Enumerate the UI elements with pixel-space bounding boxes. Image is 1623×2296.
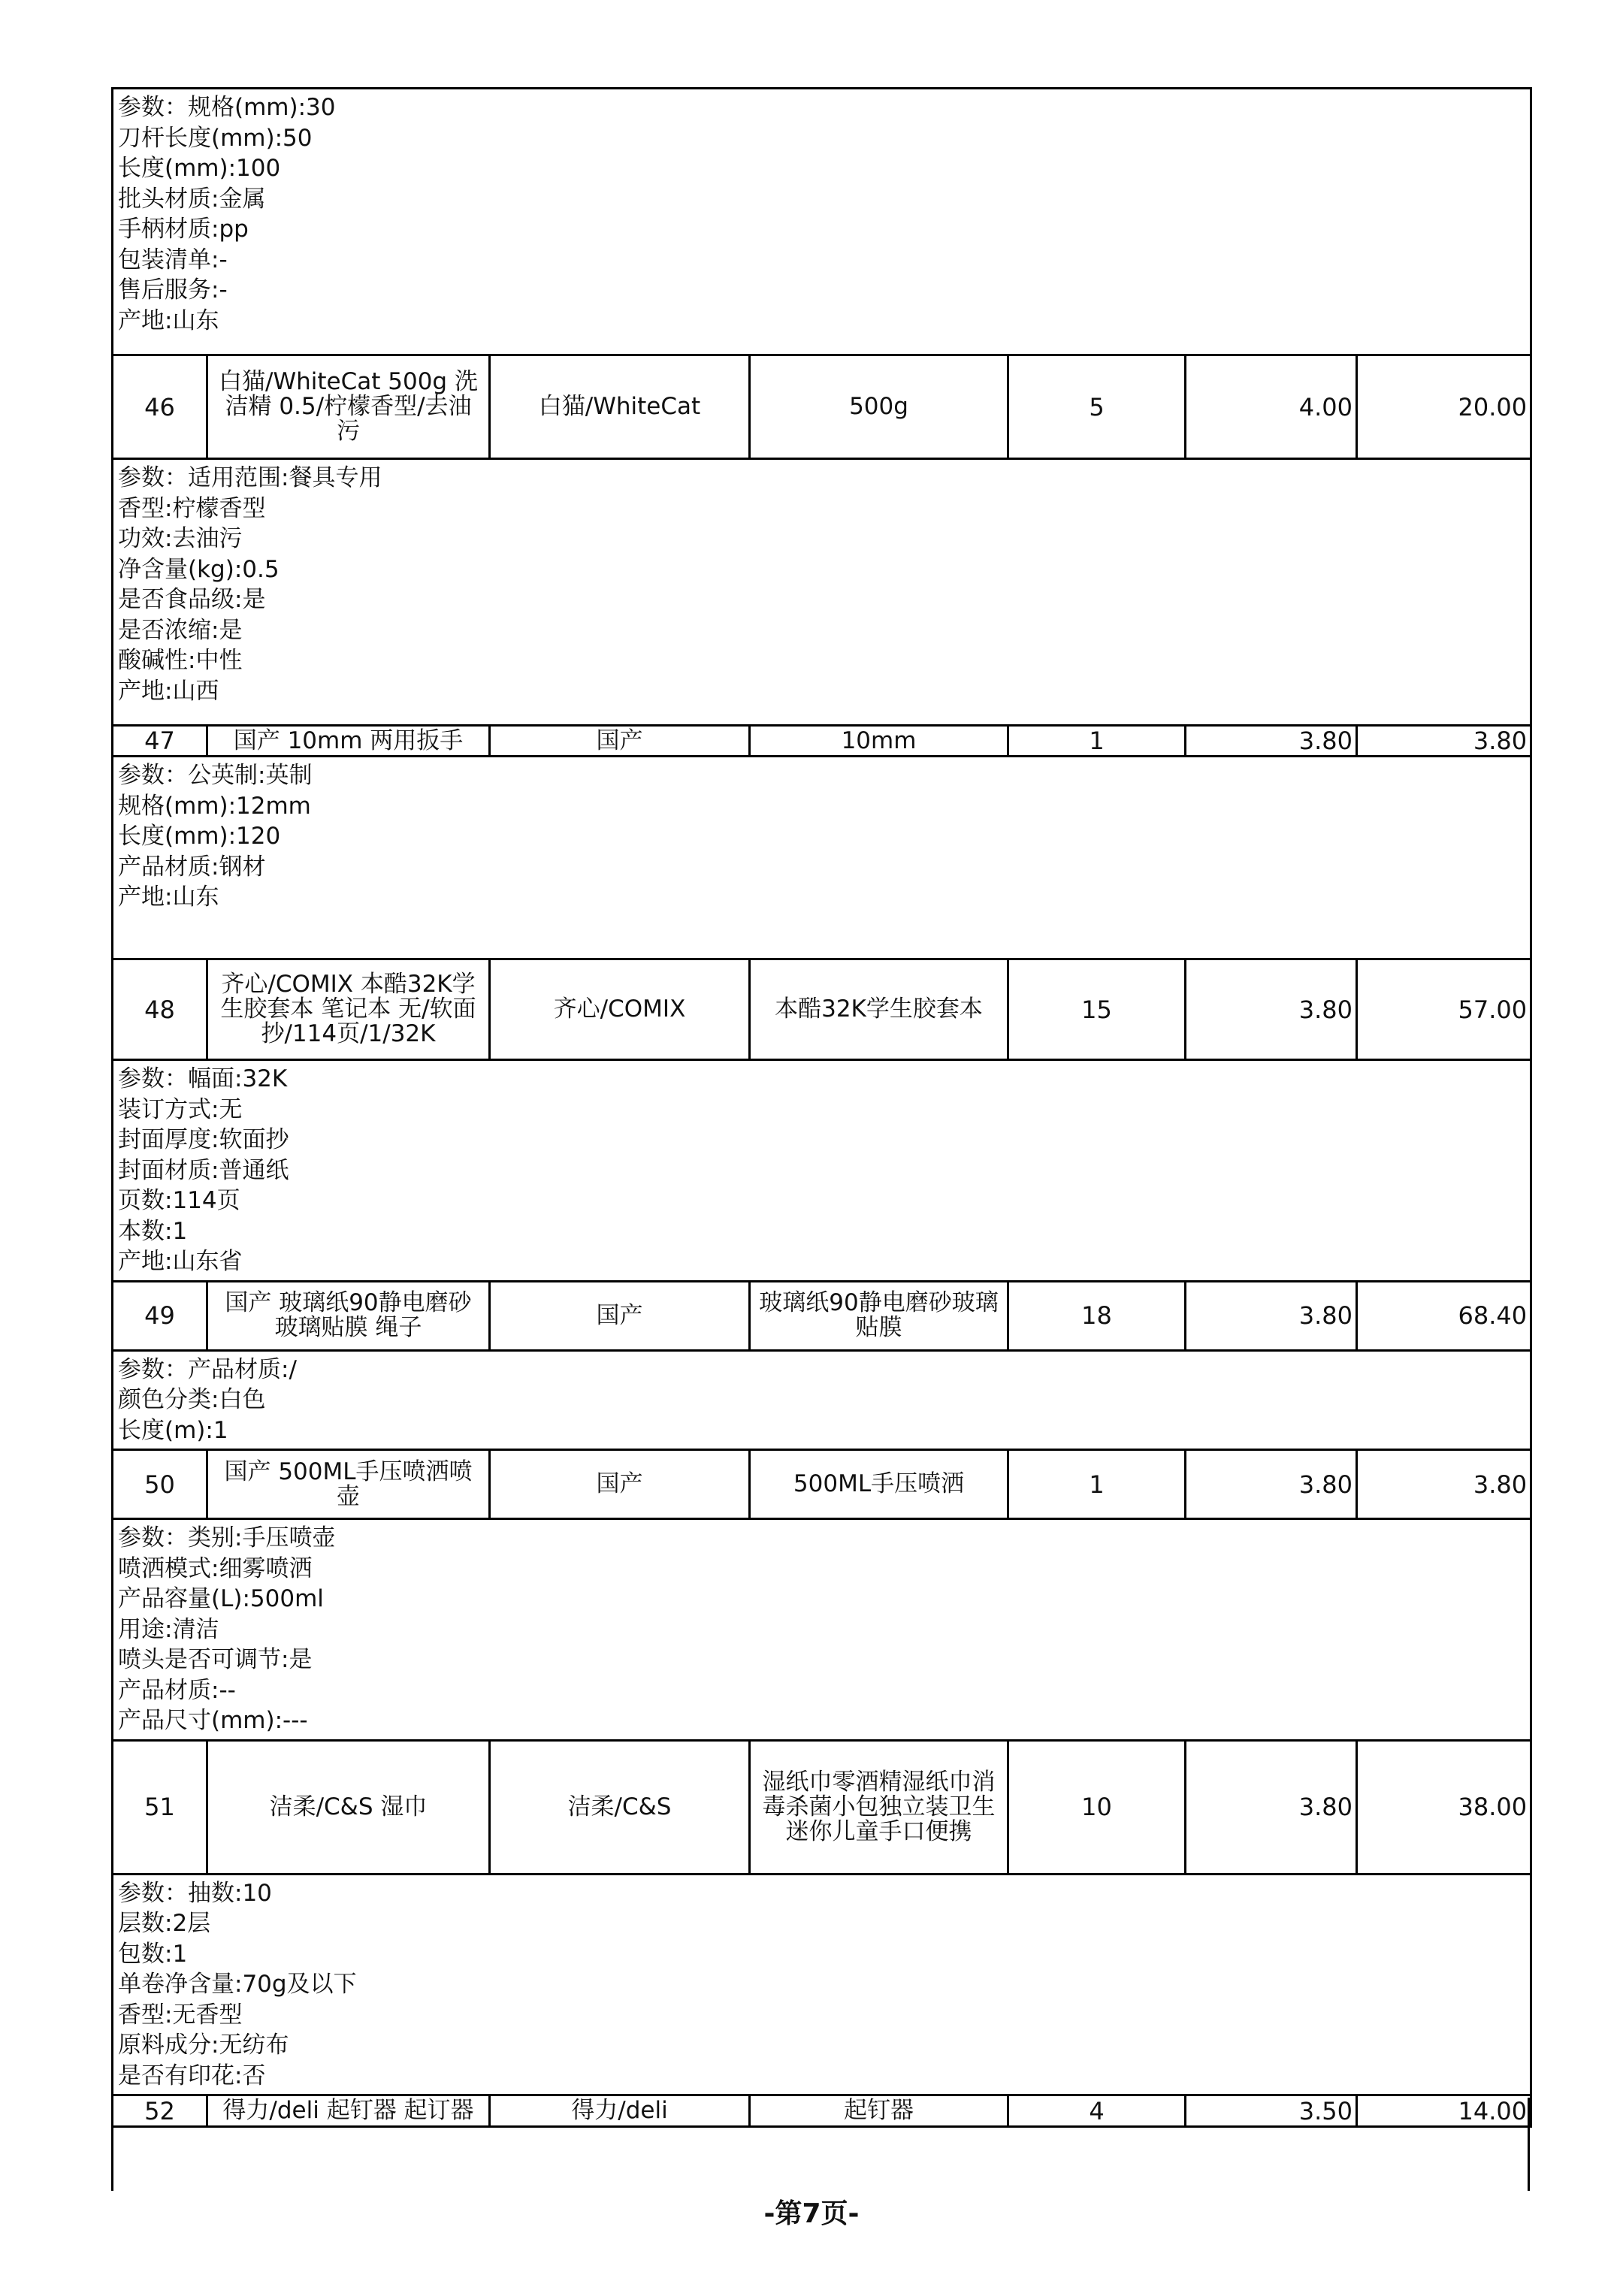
param-line: 手柄材质:pp <box>118 216 249 243</box>
param-line: 页数:114页 <box>118 1187 240 1214</box>
param-line: 包数:1 <box>118 1940 188 1968</box>
params-row <box>113 1060 1531 1282</box>
item-no-cell: 52 <box>113 2095 207 2127</box>
item-brand-cell: 得力/deli <box>490 2095 750 2127</box>
param-line: 净含量(kg):0.5 <box>118 555 280 583</box>
item-brand-cell: 国产 <box>490 726 750 757</box>
table-row <box>113 726 1531 757</box>
param-line: 售后服务:- <box>118 276 228 304</box>
param-line: 装订方式:无 <box>118 1095 243 1123</box>
item-spec-cell: 10mm <box>750 726 1008 757</box>
item-spec-cell: 500ML手压喷洒 <box>750 1450 1008 1519</box>
item-spec-cell: 湿纸巾零酒精湿纸巾消毒杀菌小包独立装卫生迷你儿童手口便携 <box>750 1740 1008 1874</box>
param-line: 喷头是否可调节:是 <box>118 1646 313 1673</box>
param-line: 参数：幅面:32K <box>118 1065 288 1092</box>
param-line: 产地:山东省 <box>118 1248 243 1275</box>
document-sheet <box>111 87 1530 2128</box>
item-no-cell: 48 <box>113 959 207 1060</box>
param-line: 产地:山东 <box>118 307 219 334</box>
param-line: 产品材质:-- <box>118 1676 236 1704</box>
item-amount-cell: 3.80 <box>1357 726 1531 757</box>
item-amount-cell: 3.80 <box>1357 1450 1531 1519</box>
param-line: 批头材质:金属 <box>118 185 266 213</box>
item-table <box>111 87 1532 2128</box>
param-line: 产品尺寸(mm):--- <box>118 1707 308 1734</box>
params-cell <box>113 1519 1531 1741</box>
item-brand-cell: 齐心/COMIX <box>490 959 750 1060</box>
item-price-cell: 4.00 <box>1186 355 1357 459</box>
param-line: 包装清单:- <box>118 246 228 273</box>
item-name-cell: 国产 玻璃纸90静电磨砂玻璃贴膜 绳子 <box>207 1281 490 1350</box>
item-name-cell: 齐心/COMIX 本酷32K学生胶套本 笔记本 无/软面抄/114页/1/32K <box>207 959 490 1060</box>
item-name-cell: 国产 10mm 两用扳手 <box>207 726 490 757</box>
param-line: 封面材质:普通纸 <box>118 1156 289 1184</box>
param-line: 香型:柠檬香型 <box>118 494 266 522</box>
item-name-cell: 白猫/WhiteCat 500g 洗洁精 0.5/柠檬香型/去油污 <box>207 355 490 459</box>
param-line: 用途:清洁 <box>118 1615 219 1643</box>
param-line: 参数：规格(mm):30 <box>118 94 336 121</box>
item-name-cell: 得力/deli 起钉器 起订器 <box>207 2095 490 2127</box>
item-qty-cell: 4 <box>1008 2095 1186 2127</box>
item-price-cell: 3.50 <box>1186 2095 1357 2127</box>
params-row <box>113 757 1531 959</box>
item-spec-cell: 起钉器 <box>750 2095 1008 2127</box>
param-line: 层数:2层 <box>118 1910 211 1937</box>
table-row <box>113 1740 1531 1874</box>
params-row <box>113 1519 1531 1741</box>
param-line: 是否浓缩:是 <box>118 616 243 644</box>
item-spec-cell: 500g <box>750 355 1008 459</box>
item-spec-cell: 玻璃纸90静电磨砂玻璃贴膜 <box>750 1281 1008 1350</box>
table-row <box>113 959 1531 1060</box>
param-line: 原料成分:无纺布 <box>118 2032 289 2059</box>
item-price-cell: 3.80 <box>1186 1281 1357 1350</box>
item-table-body <box>113 89 1531 2127</box>
item-amount-cell: 20.00 <box>1357 355 1531 459</box>
item-price-cell: 3.80 <box>1186 1740 1357 1874</box>
param-line: 喷洒模式:细雾喷洒 <box>118 1554 313 1582</box>
item-price-cell: 3.80 <box>1186 726 1357 757</box>
item-brand-cell: 白猫/WhiteCat <box>490 355 750 459</box>
param-line: 参数：公英制:英制 <box>118 762 313 789</box>
item-qty-cell: 1 <box>1008 1450 1186 1519</box>
param-line: 参数：适用范围:餐具专用 <box>118 464 382 491</box>
params-cell <box>113 1350 1531 1450</box>
params-cell <box>113 1060 1531 1282</box>
item-amount-cell: 38.00 <box>1357 1740 1531 1874</box>
table-row <box>113 1450 1531 1519</box>
param-line: 长度(mm):100 <box>118 155 281 182</box>
param-line: 酸碱性:中性 <box>118 647 243 674</box>
param-line: 长度(m):1 <box>118 1416 228 1444</box>
table-row <box>113 355 1531 459</box>
param-line: 是否食品级:是 <box>118 586 266 613</box>
param-line: 颜色分类:白色 <box>118 1386 266 1413</box>
item-amount-cell: 14.00 <box>1357 2095 1531 2127</box>
params-row <box>113 459 1531 726</box>
param-line: 功效:去油污 <box>118 525 243 552</box>
param-line: 单卷净含量:70g及以下 <box>118 1971 357 1998</box>
item-qty-cell: 18 <box>1008 1281 1186 1350</box>
param-line: 产地:山东 <box>118 884 219 911</box>
param-line: 产品材质:钢材 <box>118 853 266 881</box>
params-cell <box>113 459 1531 726</box>
item-amount-cell: 68.40 <box>1357 1281 1531 1350</box>
item-qty-cell: 1 <box>1008 726 1186 757</box>
param-line: 封面厚度:软面抄 <box>118 1126 289 1153</box>
param-line: 长度(mm):120 <box>118 823 281 850</box>
item-no-cell: 49 <box>113 1281 207 1350</box>
params-cell <box>113 757 1531 959</box>
param-line: 产地:山西 <box>118 677 219 705</box>
item-no-cell: 46 <box>113 355 207 459</box>
item-qty-cell: 5 <box>1008 355 1186 459</box>
item-no-cell: 50 <box>113 1450 207 1519</box>
item-no-cell: 47 <box>113 726 207 757</box>
params-row <box>113 1874 1531 2095</box>
params-cell <box>113 89 1531 355</box>
item-qty-cell: 10 <box>1008 1740 1186 1874</box>
item-name-cell: 洁柔/C&S 湿巾 <box>207 1740 490 1874</box>
item-price-cell: 3.80 <box>1186 959 1357 1060</box>
param-line: 参数：抽数:10 <box>118 1879 272 1907</box>
params-row <box>113 1350 1531 1450</box>
item-no-cell: 51 <box>113 1740 207 1874</box>
item-spec-cell: 本酷32K学生胶套本 <box>750 959 1008 1060</box>
item-name-cell: 国产 500ML手压喷洒喷壶 <box>207 1450 490 1519</box>
param-line: 参数：类别:手压喷壶 <box>118 1524 336 1551</box>
param-line: 是否有印花:否 <box>118 2062 266 2089</box>
item-brand-cell: 国产 <box>490 1281 750 1350</box>
param-line: 产品容量(L):500ml <box>118 1585 324 1612</box>
param-line: 本数:1 <box>118 1217 188 1245</box>
params-cell <box>113 1874 1531 2095</box>
item-brand-cell: 洁柔/C&S <box>490 1740 750 1874</box>
table-row <box>113 1281 1531 1350</box>
param-line: 规格(mm):12mm <box>118 792 311 820</box>
item-brand-cell: 国产 <box>490 1450 750 1519</box>
item-amount-cell: 57.00 <box>1357 959 1531 1060</box>
param-line: 参数：产品材质:/ <box>118 1355 297 1383</box>
item-price-cell: 3.80 <box>1186 1450 1357 1519</box>
param-line: 香型:无香型 <box>118 2001 243 2029</box>
table-continuation <box>111 2098 1530 2191</box>
param-line: 刀杆长度(mm):50 <box>118 124 313 152</box>
page-number: -第7页- <box>763 2198 860 2229</box>
item-qty-cell: 15 <box>1008 959 1186 1060</box>
params-row <box>113 89 1531 355</box>
